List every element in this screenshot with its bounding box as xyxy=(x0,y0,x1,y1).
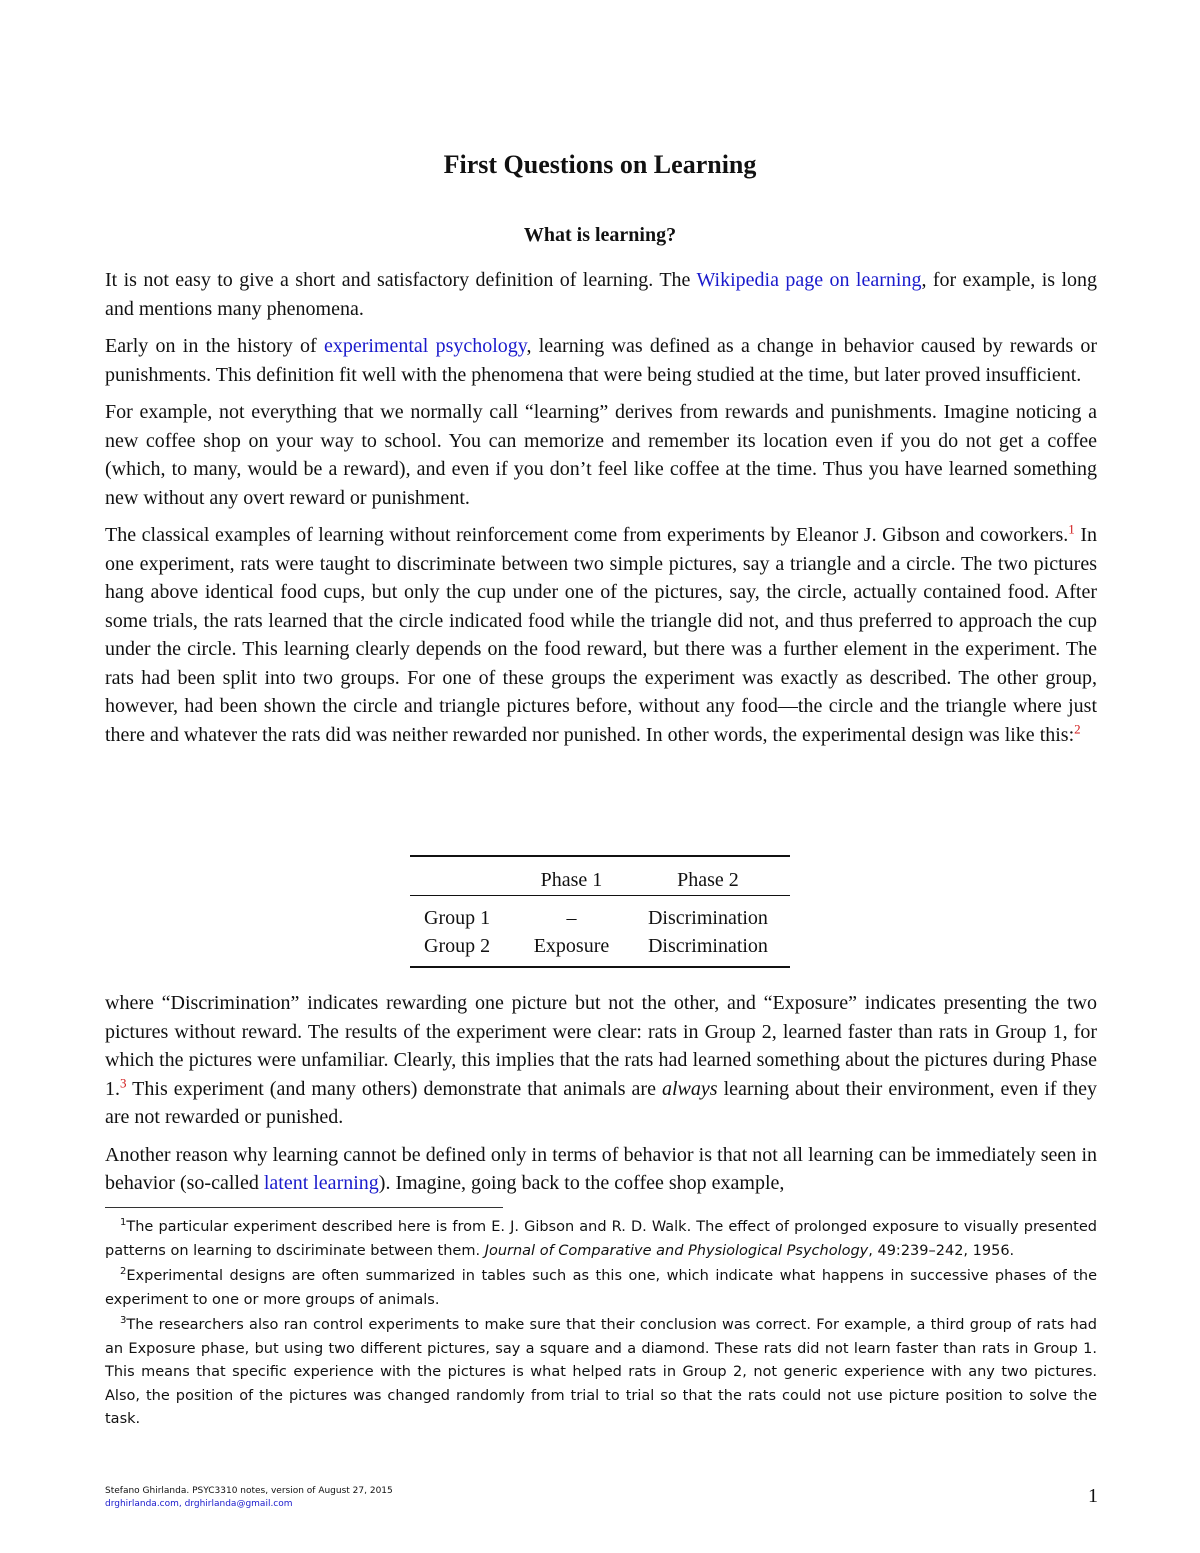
experimental-design-table xyxy=(410,855,790,968)
footnote-2 xyxy=(105,1265,1097,1312)
section-heading: What is learning? xyxy=(523,224,677,246)
table-row xyxy=(410,896,790,933)
footer-contact-link[interactable]: drghirlanda.com, drghirlanda@gmail.com xyxy=(105,1499,293,1509)
footnote-text: The particular experiment described here is from E. J. Gibson and R. D. Walk. The effect of prolonged exposure to visually presented patterns on learning to dsciriminate between them. xyxy=(105,1219,1097,1259)
experimental-psychology-link[interactable]: experimental psychology xyxy=(323,335,527,357)
table-cell: Discrimination xyxy=(647,934,768,957)
footnote-text: , 49:239–242, 1956. xyxy=(868,1242,1015,1259)
table-cell: – xyxy=(566,906,577,929)
paragraph-text: Early on in the history of xyxy=(105,335,324,357)
latent-learning-link[interactable]: latent learning xyxy=(263,1172,379,1194)
footer-author-line: Stefano Ghirlanda. PSYC3310 notes, version of August 27, 2015 xyxy=(105,1486,393,1496)
footnotes xyxy=(105,1216,1097,1434)
paragraph-text: It is not easy to give a short and satisfactory definition of learning. The xyxy=(105,269,697,291)
page-number: 1 xyxy=(1088,1485,1098,1507)
footnote-text: Experimental designs are often summarized in tables such as this one, which indicate what happens in successive phases of the experiment to one or more groups of animals. xyxy=(105,1268,1097,1308)
table-header-cell: Phase 2 xyxy=(677,868,739,891)
paragraph-text: The classical examples of learning without reinforcement come from experiments by Eleanor J. Gibson and coworkers. xyxy=(105,524,1069,546)
table-cell: Group 1 xyxy=(424,906,491,929)
footnote-ref-3[interactable]: 3 xyxy=(120,1074,127,1090)
footnote-number: 1 xyxy=(120,1217,127,1229)
paragraph-text: , for example, is long and mentions many phenomena. xyxy=(105,269,1098,320)
paragraph-text: learning about their environment, even if they are not rewarded or punished. xyxy=(105,1077,1097,1128)
paragraph-6 xyxy=(105,1141,1097,1198)
table-row xyxy=(410,932,790,967)
page-footer xyxy=(105,1485,505,1511)
paragraph-text: ). Imagine, going back to the coffee shop example, xyxy=(378,1172,785,1194)
footnote-ref-2[interactable]: 2 xyxy=(1074,720,1081,736)
paragraph-2 xyxy=(105,332,1097,389)
body-text-upper xyxy=(105,266,1097,758)
journal-name: Journal of Comparative and Physiological Psychology xyxy=(484,1242,869,1259)
table-cell: Group 2 xyxy=(424,934,491,957)
body-text-lower xyxy=(105,989,1097,1207)
table-header-cell: Phase 1 xyxy=(540,868,603,891)
footnote-3 xyxy=(105,1314,1097,1432)
footnote-number: 3 xyxy=(120,1315,127,1327)
paragraph-text: This experiment (and many others) demonstrate that animals are xyxy=(126,1077,662,1100)
paragraph-4 xyxy=(105,521,1097,749)
table-cell: Discrimination xyxy=(647,906,768,929)
paragraph-text: Another reason why learning cannot be defined only in terms of behavior is that not all learning can be immediately seen in behavior (so-called xyxy=(105,1143,1097,1194)
paragraph-1 xyxy=(105,266,1097,323)
paragraph-text: where “Discrimination” indicates rewarding one picture but not the other, and “Exposure” indicates presenting the two pictures without reward. The results of the experiment were clear: rats in Group 2, learned faster than rats in Group 1, for which the pictures were unfamiliar. Clearly, this implies that the rats had learned something about the pictures during Phase 1. xyxy=(105,992,1097,1100)
wikipedia-learning-link[interactable]: Wikipedia page on learning xyxy=(696,269,922,291)
paragraph-3: For example, not everything that we normally call “learning” derives from rewards and punishments. Imagine noticing a new coffee shop on your way to school. You can memorize and remember its location even if you do not get a coffee (which, to many, would be a reward), and even if you don’t feel like coffee at the time. Thus you have learned something new without any overt reward or punishment. xyxy=(105,401,1097,509)
footnote-1 xyxy=(105,1216,1097,1263)
page-title: First Questions on Learning xyxy=(443,150,757,179)
table-header-row xyxy=(410,856,790,896)
table-header-cell xyxy=(410,856,517,896)
emphasis-always: always xyxy=(662,1077,718,1100)
table-cell: Exposure xyxy=(533,934,610,957)
footnote-divider xyxy=(105,1207,503,1208)
paragraph-5 xyxy=(105,989,1097,1132)
paragraph-text: In one experiment, rats were taught to discriminate between two simple pictures, say a triangle and a circle. The two pictures hang above identical food cups, but only the cup under one of the pictures, say, the circle, actually contained food. After some trials, the rats learned that the circle indicated food while the triangle did not, and thus preferred to approach the cup under the circle. This learning clearly depends on the food reward, but there was a further element in the experiment. The rats had been split into two groups. For one of these groups the experiment was exactly as described. The other group, however, had been shown the circle and triangle pictures before, without any food—the circle and the triangle where just there and whatever the rats did was neither rewarded nor punished. In other words, the experimental design was like this: xyxy=(105,524,1097,746)
footnote-number: 2 xyxy=(120,1266,127,1278)
paragraph-text: , learning was defined as a change in behavior caused by rewards or punishments. This definition fit well with the phenomena that were being studied at the time, but later proved insufficient. xyxy=(105,335,1098,386)
footnote-ref-1[interactable]: 1 xyxy=(1068,521,1075,537)
footnote-text: The researchers also ran control experiments to make sure that their conclusion was correct. For example, a third group of rats had an Exposure phase, but using two different pictures, say a square and a diamond. These rats did not learn faster than rats in Group 1. This means that specific experience with the pictures is what helped rats in Group 2, not generic experience with any two pictures. Also, the position of the pictures was changed randomly from trial to trial so that the rats could not use picture position to solve the task. xyxy=(105,1317,1097,1427)
experimental-design-table-wrap xyxy=(410,855,790,968)
